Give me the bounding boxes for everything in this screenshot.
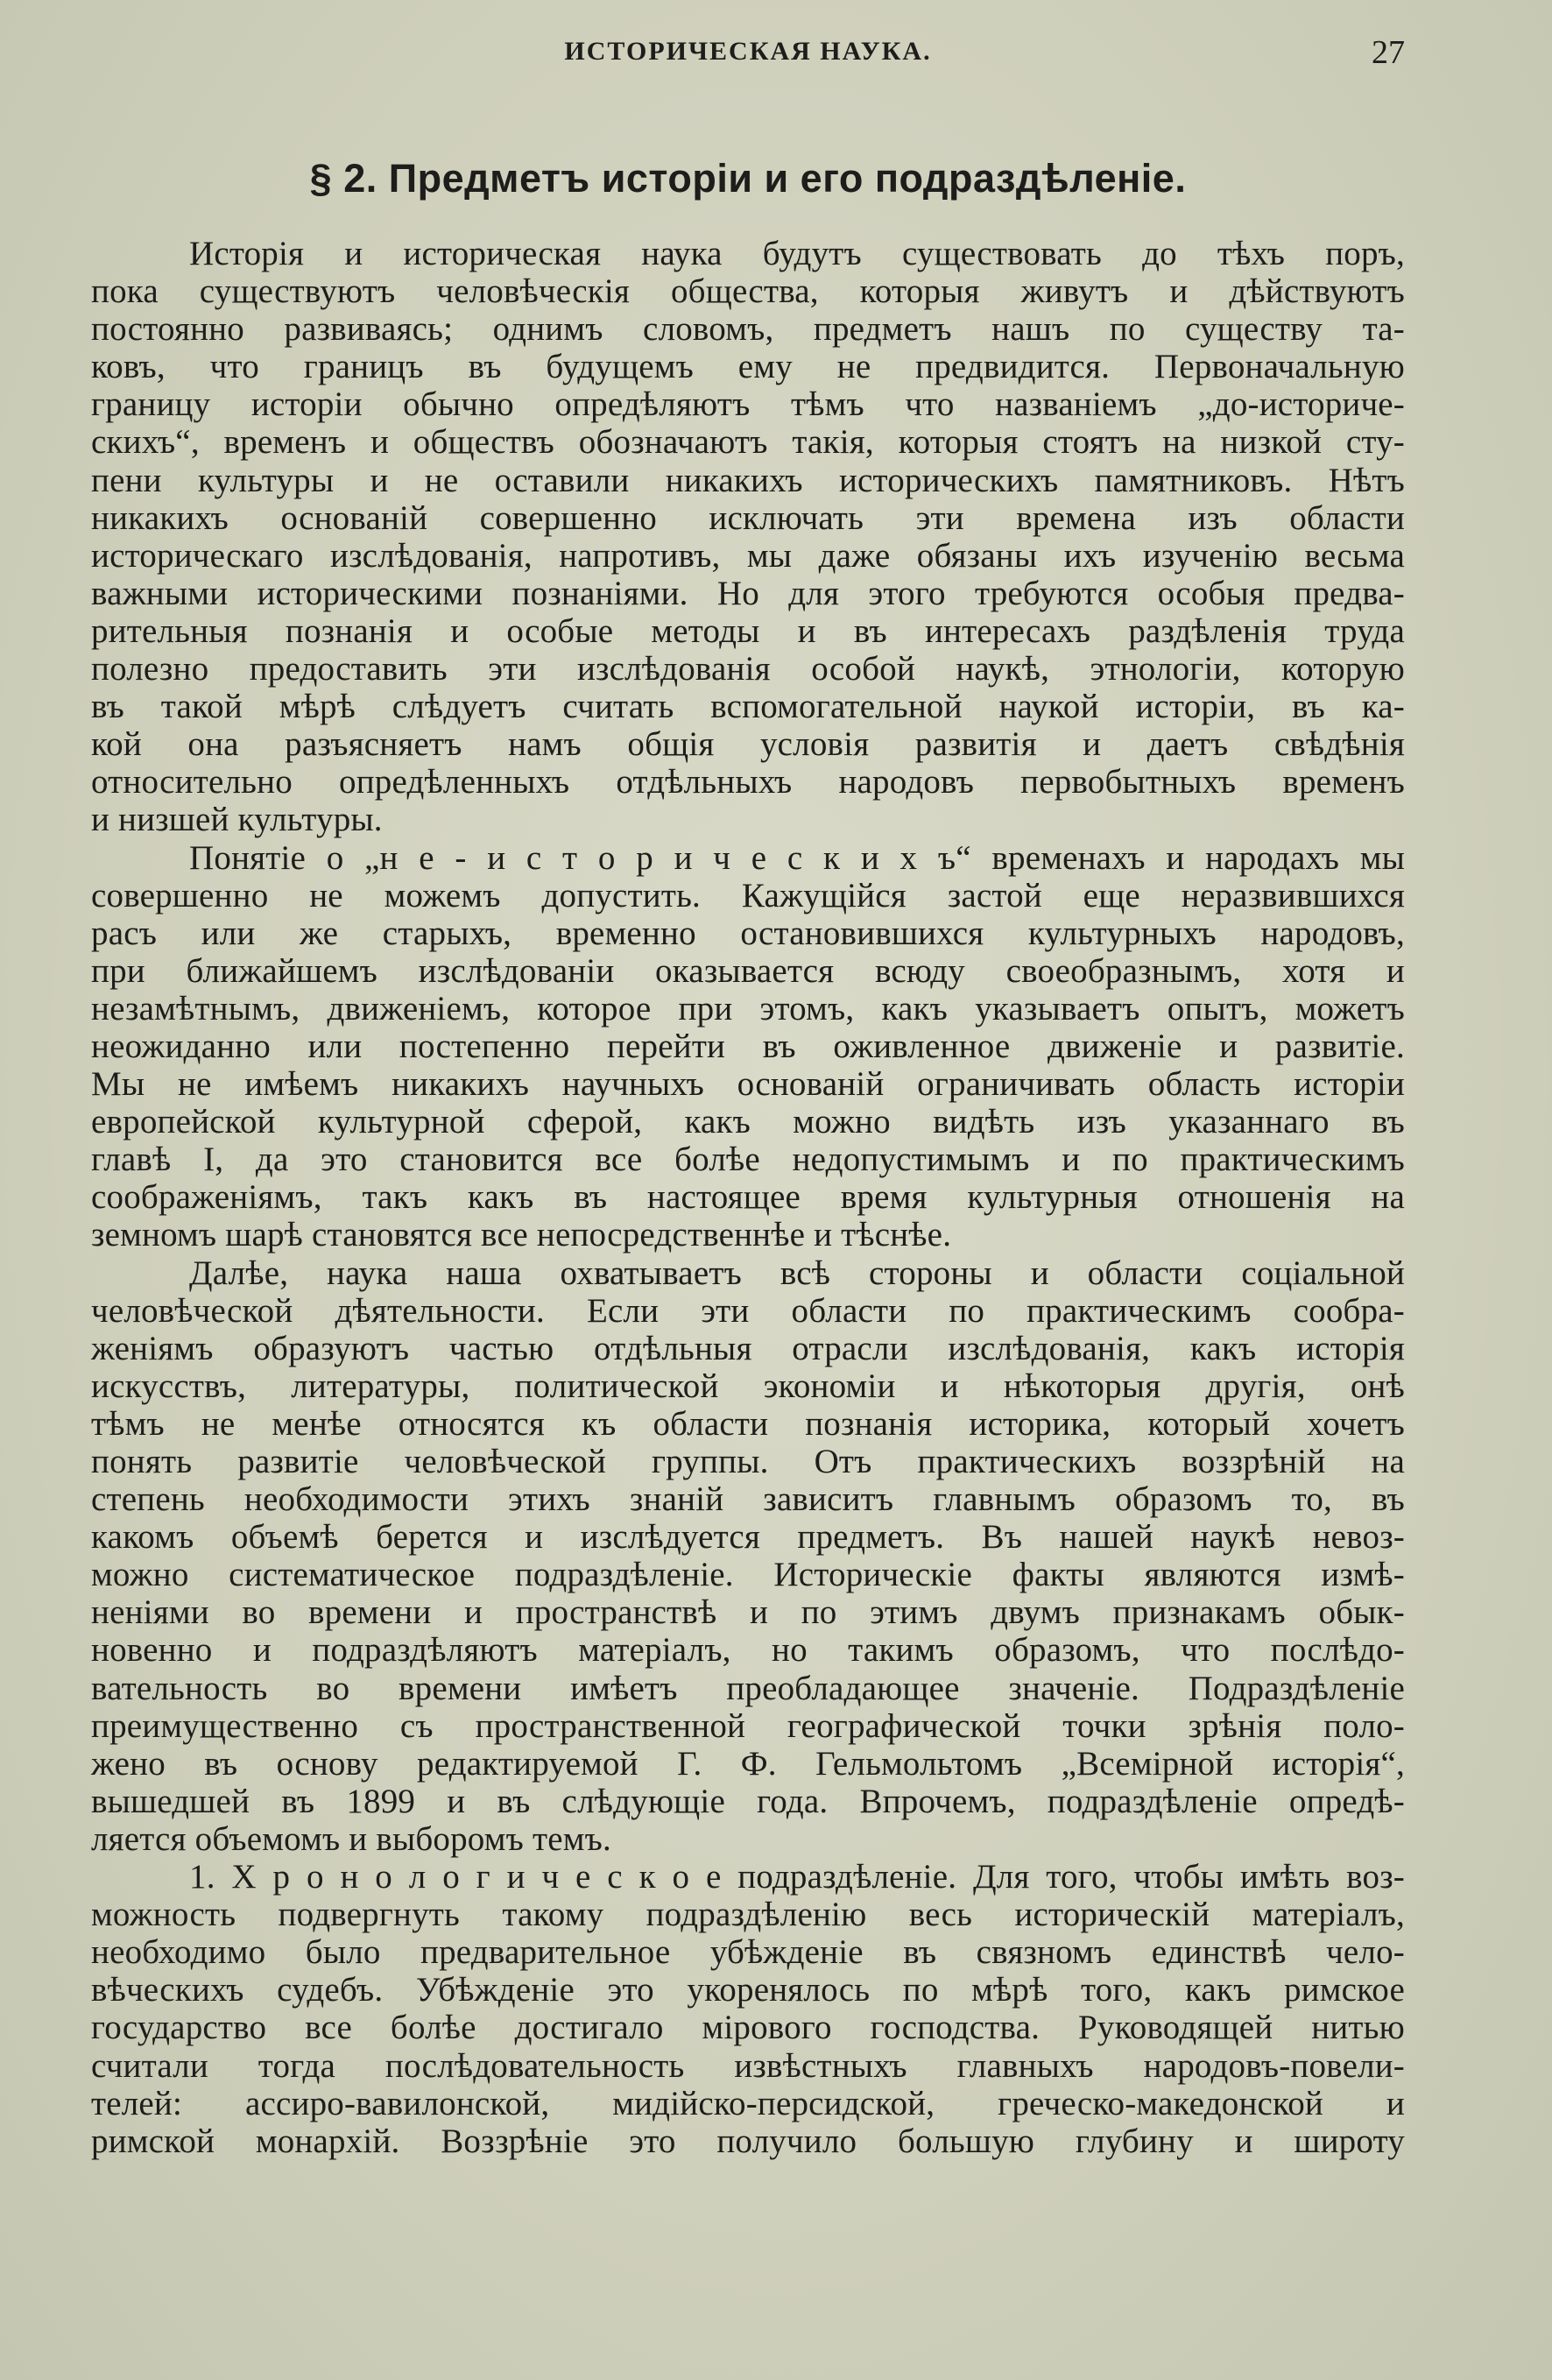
body-text — [91, 235, 1405, 2160]
text-line: относительно опредѣленныхъ отдѣльныхъ народовъ первобытныхъ временъ — [91, 763, 1405, 802]
text-line: важными историческими познаніями. Но для этого требуются особыя предва- — [91, 574, 1405, 612]
text-line: преимущественно съ пространственной географической точки зрѣнія поло- — [91, 1706, 1405, 1745]
text-line: пока существуютъ человѣческія общества, которыя живутъ и дѣйствуютъ — [91, 272, 1405, 311]
text-line: степень необходимости этихъ знаній зависитъ главнымъ образомъ то, въ — [91, 1480, 1405, 1519]
text-line: въ такой мѣрѣ слѣдуетъ считать вспомогательной наукой исторіи, въ ка- — [91, 688, 1405, 726]
text-line: незамѣтнымъ, движеніемъ, которое при этомъ, какъ указываетъ опытъ, можетъ — [91, 989, 1405, 1028]
text-line: тѣмъ не менѣе относятся къ области познанія историка, который хочетъ — [91, 1404, 1405, 1443]
text-line: государство все болѣе достигало мірового господства. Руководящей нитью — [91, 2009, 1405, 2047]
text-line: скихъ“, временъ и обществъ обозначаютъ такія, которыя стоятъ на низкой сту- — [91, 423, 1405, 462]
text-line: неніями во времени и пространствѣ и по этимъ двумъ признакамъ обык- — [91, 1593, 1405, 1632]
text-line: Мы не имѣемъ никакихъ научныхъ основаній ограничивать область исторіи — [91, 1065, 1405, 1104]
running-head-title: ИСТОРИЧЕСКАЯ НАУКА. — [564, 37, 932, 66]
text-line: новенно и подраздѣляютъ матеріалъ, но такимъ образомъ, что послѣдо- — [91, 1631, 1405, 1670]
text-line: Понятіе о „н е - и с т о р и ч е с к и х ъ“ временахъ и народахъ мы — [189, 838, 1405, 877]
text-line: вательность во времени имѣетъ преобладающее значеніе. Подраздѣленіе — [91, 1669, 1405, 1707]
text-line: можно систематическое подраздѣленіе. Историческіе факты являются измѣ- — [91, 1556, 1405, 1594]
text-line: постоянно развиваясь; однимъ словомъ, предметъ нашъ по существу та- — [91, 310, 1405, 349]
text-line: Исторія и историческая наука будутъ существовать до тѣхъ поръ, — [189, 235, 1405, 272]
text-line: совершенно не можемъ допустить. Кажущійся застой еще неразвившихся — [91, 876, 1405, 915]
text-line: ковъ, что границъ въ будущемъ ему не предвидится. Первоначальную — [91, 348, 1405, 386]
text-line: какомъ объемѣ берется и изслѣдуется предметъ. Въ нашей наукѣ невоз- — [91, 1518, 1405, 1557]
text-line: человѣческой дѣятельности. Если эти области по практическимъ сообра- — [91, 1291, 1405, 1330]
text-line: земномъ шарѣ становятся все непосредственнѣе и тѣснѣе. — [91, 1216, 952, 1254]
text-line: телей: ассиро-вавилонской, мидійско-персидской, греческо-македонской и — [91, 2084, 1405, 2122]
text-line: можность подвергнуть такому подраздѣленію весь историческій матеріалъ, — [91, 1896, 1405, 1934]
text-line: считали тогда послѣдовательность извѣстныхъ главныхъ народовъ-повели- — [91, 2046, 1405, 2085]
text-line: кой она разъясняетъ намъ общія условія развитія и даетъ свѣдѣнія — [91, 725, 1405, 764]
section-heading: § 2. Предметъ исторіи и его подраздѣленіе. — [309, 156, 1187, 201]
text-line: соображеніямъ, такъ какъ въ настоящее время культурныя отношенія на — [91, 1178, 1405, 1217]
text-line: Далѣе, наука наша охватываетъ всѣ стороны и области соціальной — [189, 1254, 1405, 1292]
text-line: искусствъ, литературы, политической экономіи и нѣкоторыя другія, онѣ — [91, 1367, 1405, 1405]
text-line: рительныя познанія и особые методы и въ интересахъ раздѣленія труда — [91, 611, 1405, 650]
text-line: понять развитіе человѣческой группы. Отъ практическихъ воззрѣній на — [91, 1443, 1405, 1480]
text-line: полезно предоставить эти изслѣдованія особой наукѣ, этнологіи, которую — [91, 650, 1405, 689]
text-line: 1. Х р о н о л о г и ч е с к о е подраздѣленіе. Для того, чтобы имѣть воз- — [189, 1858, 1405, 1896]
text-line: границу исторіи обычно опредѣляютъ тѣмъ что названіемъ „до-историче- — [91, 385, 1405, 424]
text-line: неожиданно или постепенно перейти въ оживленное движеніе и развитіе. — [91, 1027, 1405, 1065]
text-line: необходимо было предварительное убѣжденіе въ связномъ единствѣ чело- — [91, 1933, 1405, 1972]
text-line: жено въ основу редактируемой Г. Ф. Гельмольтомъ „Всемірной исторія“, — [91, 1744, 1405, 1783]
text-line: и низшей культуры. — [91, 801, 383, 839]
running-head — [91, 34, 1405, 72]
page-number: 27 — [1372, 34, 1405, 71]
text-line: расъ или же старыхъ, временно остановившихся культурныхъ народовъ, — [91, 914, 1405, 952]
text-line: женіямъ образуютъ частью отдѣльныя отрасли изслѣдованія, какъ исторія — [91, 1329, 1405, 1367]
text-line: вышедшей въ 1899 и въ слѣдующіе года. Впрочемъ, подраздѣленіе опредѣ- — [91, 1782, 1405, 1820]
text-line: вѣческихъ судебъ. Убѣжденіе это укоренялось по мѣрѣ того, какъ римское — [91, 1971, 1405, 2009]
text-line: пени культуры и не оставили никакихъ историческихъ памятниковъ. Нѣтъ — [91, 461, 1405, 499]
text-line: историческаго изслѣдованія, напротивъ, мы даже обязаны ихъ изученію весьма — [91, 536, 1405, 575]
text-line: главѣ I, да это становится все болѣе недопустимымъ и по практическимъ — [91, 1141, 1405, 1179]
text-line: при ближайшемъ изслѣдованіи оказывается всюду своеобразнымъ, хотя и — [91, 951, 1405, 990]
text-line: европейской культурной сферой, какъ можно видѣть изъ указаннаго въ — [91, 1103, 1405, 1141]
text-line: никакихъ основаній совершенно исключать эти времена изъ области — [91, 498, 1405, 537]
text-line: римской монархій. Воззрѣніе это получило большую глубину и широту — [91, 2122, 1405, 2160]
text-line: ляется объемомъ и выборомъ темъ. — [91, 1819, 611, 1858]
